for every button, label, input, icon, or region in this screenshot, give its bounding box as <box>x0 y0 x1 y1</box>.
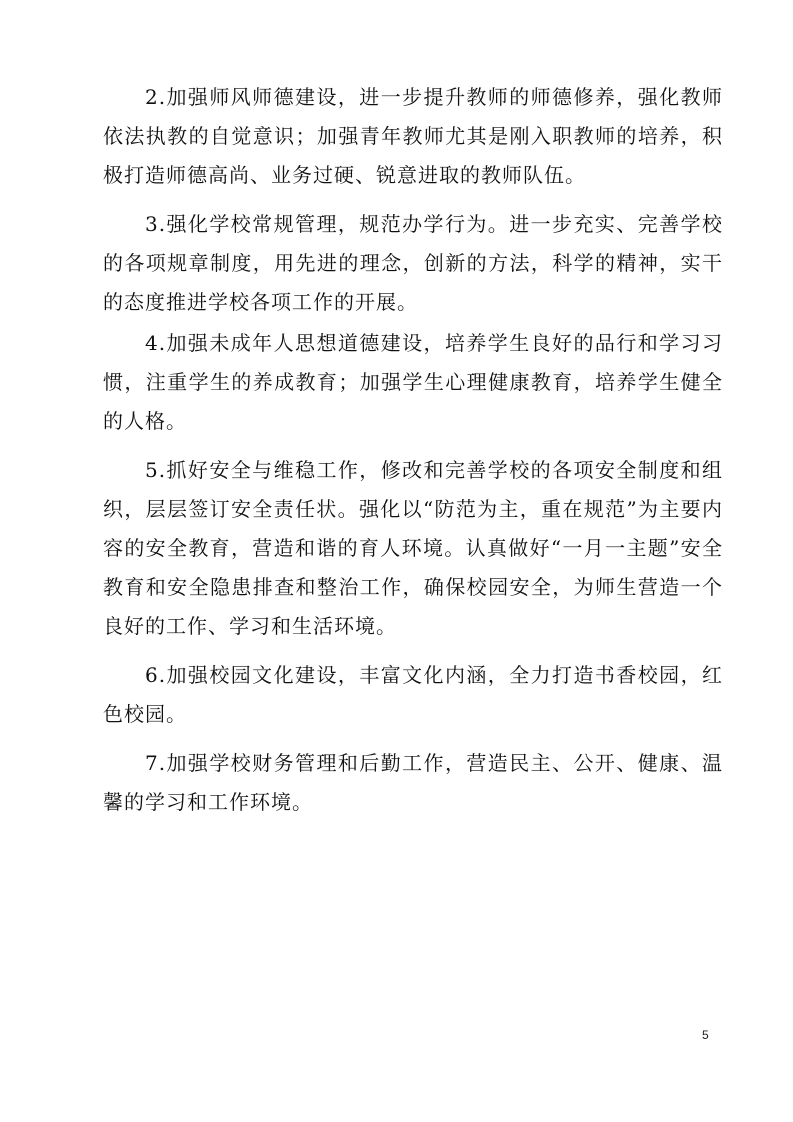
paragraph-item-3: 3.强化学校常规管理，规范办学行为。进一步充实、完善学校的各项规章制度，用先进的理念，创新的方法，科学的精神，实干的态度推进学校各项工作的开展。 <box>103 212 723 314</box>
paragraph-item-4: 4.加强未成年人思想道德建设，培养学生良好的品行和学习习惯，注重学生的养成教育；加强学生心理健康教育，培养学生健全的人格。 <box>103 331 723 433</box>
page-number: 5 <box>702 1028 709 1042</box>
paragraph-item-7: 7.加强学校财务管理和后勤工作，营造民主、公开、健康、温馨的学习和工作环境。 <box>103 751 723 814</box>
paragraph-item-6: 6.加强校园文化建设，丰富文化内涵，全力打造书香校园，红色校园。 <box>103 663 723 726</box>
paragraph-item-2: 2.加强师风师德建设，进一步提升教师的师德修养，强化教师依法执教的自觉意识；加强青年教师尤其是刚入职教师的培养，积极打造师德高尚、业务过硬、锐意进取的教师队伍。 <box>103 85 723 187</box>
document-body <box>103 78 723 822</box>
paragraph-item-5: 5.抓好安全与维稳工作，修改和完善学校的各项安全制度和组织，层层签订安全责任状。强化以“防范为主，重在规范”为主要内容的安全教育，营造和谐的育人环境。认真做好“一月一主题”安全教育和安全隐患排查和整治工作，确保校园安全，为师生营造一个良好的工作、学习和生活环境。 <box>103 458 723 638</box>
